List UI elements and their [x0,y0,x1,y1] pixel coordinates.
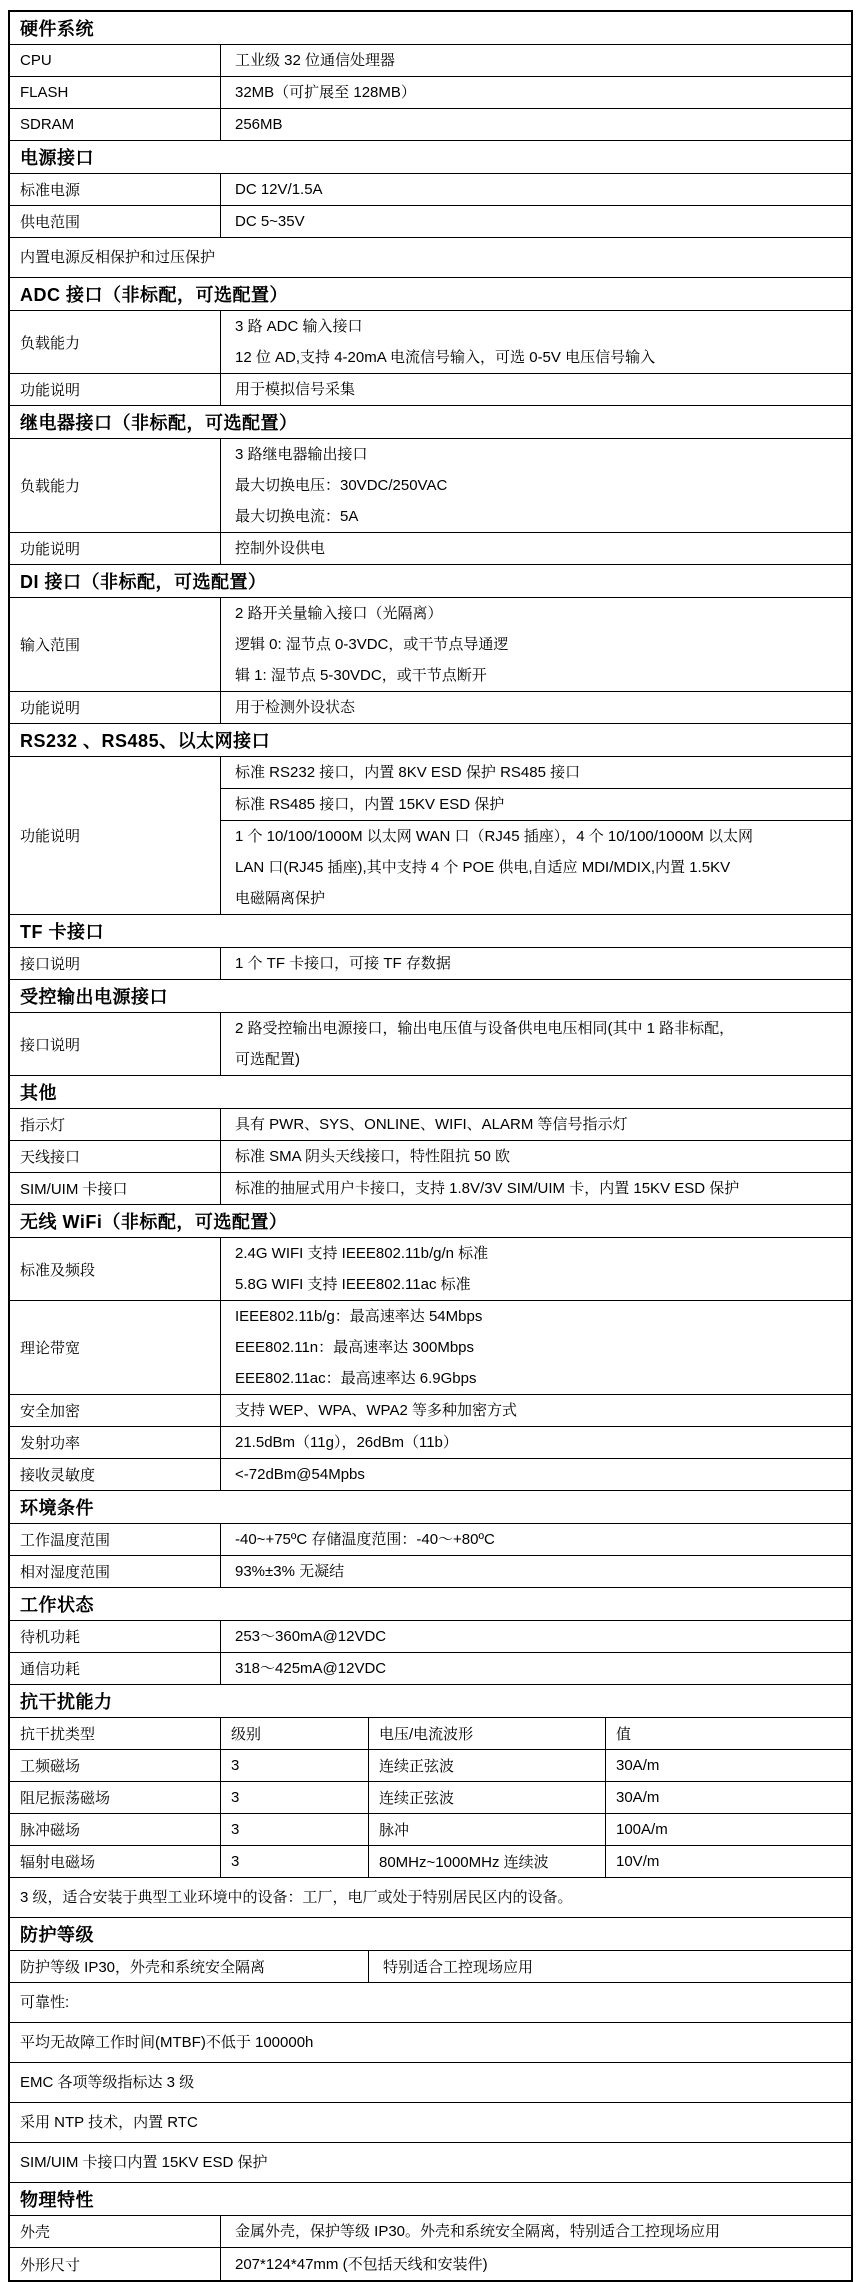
row-label-text: 外壳 [20,2224,51,2241]
table-cell: 10V/m [616,1853,660,1870]
row-value [221,109,851,140]
row-value-line: 3 级，适合安装于典型工业环境中的设备：工厂，电厂或处于特别居民区内的设备。 [20,1889,573,1906]
table-row [10,1427,851,1459]
section-header-title: 无线 WiFi（非标配，可选配置） [20,1212,288,1232]
table-cell: 值 [616,1726,632,1743]
row-value-line: -40~+75ºC 存储温度范围：-40～+80ºC [235,1531,495,1548]
row-value-line: IEEE802.11b/g：最高速率达 54Mbps [235,1308,483,1325]
row-label-text: 天线接口 [20,1149,81,1166]
row-value-line: 标准的抽屉式用户卡接口，支持 1.8V/3V SIM/UIM 卡，内置 15KV ESD 保护 [235,1180,740,1197]
row-value [221,1238,851,1300]
sub-row [221,757,851,789]
table-row [10,1238,851,1301]
row-label-text: 功能说明 [20,700,81,717]
row-value-line: 内置电源反相保护和过压保护 [20,249,216,266]
row-value [221,1013,851,1075]
row-label-text: 标准电源 [20,182,81,199]
row-value-line: 标准 SMA 阴头天线接口，特性阻抗 50 欧 [235,1148,511,1165]
row-value-line: EMC 各项等级指标达 3 级 [20,2074,195,2091]
table-cell: 工频磁场 [10,1750,221,1781]
row-value [20,2027,313,2058]
row-label [10,533,221,564]
row-value-line: 207*124*47mm (不包括天线和安装件) [235,2255,488,2273]
row-value [221,1653,851,1684]
row-value-line: 最大切换电流：5A [235,508,359,525]
table-row [10,174,851,206]
row-value-line: EEE802.11n：最高速率达 300Mbps [235,1339,474,1356]
table-cell: 电压/电流波形 [369,1718,606,1749]
table-cell: 特别适合工控现场应用 [383,1959,534,1976]
section-header-title: 工作状态 [20,1595,94,1615]
sub-rows [221,757,851,914]
row-label [10,1109,221,1140]
table-row [10,1524,851,1556]
row-label-text: 供电范围 [20,214,81,231]
table-row [10,1109,851,1141]
row-value-line: 金属外壳，保护等级 IP30。外壳和系统安全隔离，特别适合工控现场应用 [235,2223,721,2240]
row-label [10,1301,221,1394]
table-cell: 80MHz~1000MHz 连续波 [369,1846,606,1877]
row-value [221,1141,851,1172]
section-header-title: TF 卡接口 [20,922,104,942]
row-value-line: 逻辑 0: 湿节点 0-3VDC，或干节点导通逻 [235,636,509,653]
section-header-title: 防护等级 [20,1925,94,1945]
table-row [10,948,851,980]
section-header-title: 物理特性 [20,2190,94,2210]
row-value [20,2147,268,2178]
table-row [10,439,851,533]
table-row-4col [10,1718,851,1750]
row-label [10,174,221,205]
row-value [221,2248,851,2280]
row-label-text: FLASH [20,84,69,101]
row-value [221,948,851,979]
row-label [10,77,221,108]
row-value [221,1621,851,1652]
full-width-row [10,2023,851,2063]
section-header-title: 受控输出电源接口 [20,987,168,1007]
row-value [221,1395,851,1426]
table-cell: 3 [221,1750,369,1781]
row-label [10,1427,221,1458]
section-header-title: 电源接口 [20,148,94,168]
row-label-text: 负载能力 [20,334,81,352]
row-value-line: DC 5~35V [235,213,305,230]
row-label-text: 输入范围 [20,637,81,654]
section-header-row [10,1685,851,1718]
row-value-line: 32MB（可扩展至 128MB） [235,84,416,101]
table-row-4col [10,1782,851,1814]
row-value-line: 3 路 ADC 输入接口 [235,318,363,335]
row-label-text: 标准及频段 [20,1261,96,1279]
row-value-line: 1 个 TF 卡接口，可接 TF 存数据 [235,955,451,972]
row-label-text: CPU [20,52,52,69]
row-value-line: 可选配置) [235,1051,300,1068]
row-label [10,2248,221,2280]
row-label-text: 安全加密 [20,1403,81,1420]
table-row-4col [10,1846,851,1878]
table-cell: 级别 [221,1718,369,1749]
table-cell: 30A/m [616,1757,660,1774]
table-row [10,1173,851,1205]
row-value [221,1301,851,1394]
row-value [221,311,851,373]
row-value-line: DC 12V/1.5A [235,181,323,198]
table-row-4col [10,1750,851,1782]
section-header-row [10,565,851,598]
table-cell: 3 [221,1846,369,1877]
row-label [10,1395,221,1426]
row-label-text: 工作温度范围 [20,1532,111,1549]
row-value [20,1882,573,1913]
row-value-line: SIM/UIM 卡接口内置 15KV ESD 保护 [20,2154,268,2171]
full-width-row [10,1983,851,2023]
row-value-line: 具有 PWR、SYS、ONLINE、WIFI、ALARM 等信号指示灯 [235,1116,628,1133]
row-label-text: 相对湿度范围 [20,1564,111,1581]
row-value-line: 12 位 AD,支持 4-20mA 电流信号输入，可选 0-5V 电压信号输入 [235,349,656,366]
row-value [221,1109,851,1140]
row-value-line: 253～360mA@12VDC [235,1628,387,1645]
table-row [10,598,851,692]
row-label [10,1173,221,1204]
row-value-line: 21.5dBm（11g），26dBm（11b） [235,1434,458,1451]
row-value-line: 2 路开关量输入接口（光隔离） [235,605,443,622]
full-width-row [10,2063,851,2103]
table-row [10,2216,851,2248]
row-label [10,948,221,979]
table-row [10,311,851,374]
table-cell: 3 [221,1782,369,1813]
full-width-row [10,1878,851,1918]
table-cell: 3 [221,1814,369,1845]
row-value [221,692,851,723]
row-value [221,2216,851,2247]
row-label [10,311,221,373]
row-value [221,374,851,405]
row-value [20,2107,198,2138]
sub-row-line: 标准 RS232 接口，内置 8KV ESD 保护 RS485 接口 [235,764,581,781]
row-value [221,77,851,108]
row-label [10,1141,221,1172]
row-value [221,174,851,205]
table-row [10,1013,851,1076]
table-cell: 连续正弦波 [369,1750,606,1781]
sub-row-line: 1 个 10/100/1000M 以太网 WAN 口（RJ45 插座），4 个 10/100/1000M 以太网 [235,828,753,845]
row-label-text: 外形尺寸 [20,2256,81,2274]
table-row [10,692,851,724]
table-row-4col [10,1814,851,1846]
section-header-title: DI 接口（非标配，可选配置） [20,572,267,592]
section-header-title: 环境条件 [20,1498,94,1518]
row-value-line: 支持 WEP、WPA、WPA2 等多种加密方式 [235,1402,517,1419]
table-row [10,533,851,565]
row-label-text: 接口说明 [20,956,81,973]
row-value-line: 平均无故障工作时间(MTBF)不低于 100000h [20,2034,314,2051]
row-label [10,1556,221,1587]
full-width-row [10,238,851,278]
row-label [10,109,221,140]
row-value [221,1524,851,1555]
sub-row-line: 电磁隔离保护 [235,890,326,907]
row-value-line: 采用 NTP 技术，内置 RTC [20,2114,198,2131]
row-label [10,692,221,723]
section-header-row [10,12,851,45]
table-row [10,206,851,238]
sub-row-line: LAN 口(RJ45 插座),其中支持 4 个 POE 供电,自适应 MDI/MDIX,内置 1.5KV [235,859,731,876]
row-value-line: 2.4G WIFI 支持 IEEE802.11b/g/n 标准 [235,1245,489,1262]
table-row [10,1621,851,1653]
row-label [10,439,221,532]
row-value-line: 256MB [235,116,283,133]
table-cell: 脉冲磁场 [10,1814,221,1845]
row-label-text: 接口说明 [20,1036,81,1054]
row-value [20,242,215,273]
spec-table [8,10,853,2282]
row-label-text: 接收灵敏度 [20,1467,96,1484]
table-row [10,757,851,915]
row-value [221,45,851,76]
section-header-row [10,915,851,948]
row-value-line: <-72dBm@54Mpbs [235,1466,365,1483]
table-row [10,45,851,77]
section-header-row [10,1205,851,1238]
section-header-row [10,141,851,174]
row-label [10,1653,221,1684]
table-cell: 防护等级 IP30，外壳和系统安全隔离 [10,1951,369,1982]
row-value-line: 93%±3% 无凝结 [235,1563,345,1580]
section-header-row [10,278,851,311]
row-value-line: 工业级 32 位通信处理器 [235,52,396,69]
table-cell: 30A/m [616,1789,660,1806]
table-cell: 100A/m [616,1821,668,1838]
row-label [10,1013,221,1075]
row-label-text: 功能说明 [20,828,81,845]
table-row [10,1653,851,1685]
row-label-text: 理论带宽 [20,1340,81,1357]
table-row [10,374,851,406]
full-width-row [10,2103,851,2143]
section-header-row [10,406,851,439]
table-row [10,77,851,109]
row-value [20,1987,69,2018]
row-value [221,598,851,691]
row-label [10,757,221,914]
section-header-title: ADC 接口（非标配，可选配置） [20,285,288,305]
row-value [221,1427,851,1458]
section-header-row [10,724,851,757]
table-row [10,1556,851,1588]
row-value [20,2067,194,2098]
table-cell: 抗干扰类型 [10,1718,221,1749]
row-value-line: 控制外设供电 [235,540,326,557]
row-value-line: 可靠性: [20,1994,70,2011]
section-header-title: 硬件系统 [20,19,94,39]
section-header-title: 其他 [20,1083,57,1103]
section-header-row [10,1588,851,1621]
table-row [10,2248,851,2280]
table-row [10,1141,851,1173]
row-label [10,1238,221,1300]
row-value-line: 辑 1: 湿节点 5-30VDC，或干节点断开 [235,667,487,684]
row-label-text: 功能说明 [20,382,81,399]
full-width-row [10,2143,851,2183]
row-label-text: SDRAM [20,116,75,133]
row-label [10,1621,221,1652]
row-value-line: 3 路继电器输出接口 [235,446,368,463]
sub-row [221,789,851,821]
row-label-text: 待机功耗 [20,1629,81,1646]
row-label-text: 通信功耗 [20,1661,81,1678]
row-value [221,1173,851,1204]
row-label [10,1459,221,1490]
section-header-row [10,1076,851,1109]
row-label [10,2216,221,2247]
sub-row [221,821,851,914]
row-value [221,533,851,564]
row-value-line: 318～425mA@12VDC [235,1660,387,1677]
row-label [10,598,221,691]
row-value-line: EEE802.11ac：最高速率达 6.9Gbps [235,1370,477,1387]
row-value [221,439,851,532]
row-label [10,1524,221,1555]
table-cell: 辐射电磁场 [10,1846,221,1877]
row-value-line: 5.8G WIFI 支持 IEEE802.11ac 标准 [235,1276,471,1293]
row-value [221,1459,851,1490]
row-value-line: 最大切换电压：30VDC/250VAC [235,477,448,494]
row-value [221,1556,851,1587]
row-value-line: 用于检测外设状态 [235,699,356,716]
row-label-text: 功能说明 [20,541,81,558]
table-row [10,109,851,141]
row-value-line: 用于模拟信号采集 [235,381,356,398]
table-row [10,1459,851,1491]
row-label [10,45,221,76]
table-cell: 阻尼振荡磁场 [10,1782,221,1813]
section-header-title: 继电器接口（非标配，可选配置） [20,413,298,433]
row-label [10,206,221,237]
section-header-row [10,2183,851,2216]
section-header-title: 抗干扰能力 [20,1692,113,1712]
row-value [221,206,851,237]
row-label-text: 负载能力 [20,478,81,495]
row-label [10,374,221,405]
section-header-row [10,980,851,1013]
row-label-text: 指示灯 [20,1117,66,1134]
table-cell: 连续正弦波 [369,1782,606,1813]
table-cell: 脉冲 [369,1814,606,1845]
table-row [10,1301,851,1395]
table-row-2col [10,1951,851,1983]
section-header-title: RS232 、RS485、以太网接口 [20,731,271,751]
row-label-text: 发射功率 [20,1435,81,1452]
row-value-line: 2 路受控输出电源接口，输出电压值与设备供电电压相同(其中 1 路非标配， [235,1020,735,1037]
row-label-text: SIM/UIM 卡接口 [20,1181,128,1198]
section-header-row [10,1491,851,1524]
sub-row-line: 标准 RS485 接口，内置 15KV ESD 保护 [235,796,505,813]
table-row [10,1395,851,1427]
section-header-row [10,1918,851,1951]
